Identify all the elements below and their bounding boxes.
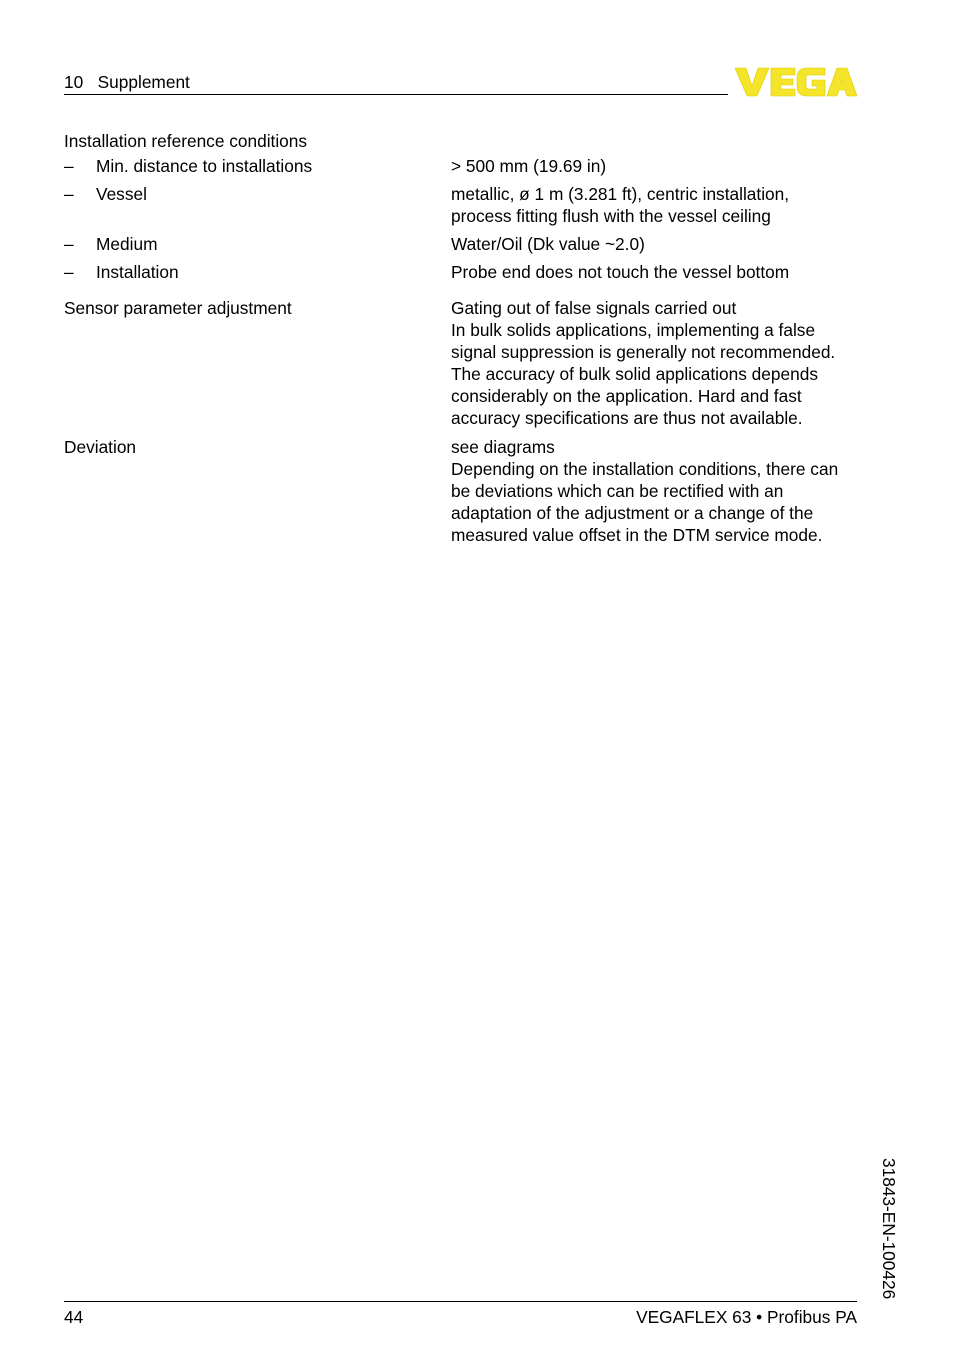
reference-conditions-title: Installation reference conditions (64, 131, 308, 151)
page-number: 44 (64, 1307, 84, 1327)
document-code: 31843-EN-100426 (879, 1158, 899, 1300)
vessel-value: metallic, ø 1 m (3.281 ft), centric installation, process fitting flush with the vessel ceiling (451, 184, 790, 226)
medium-value: Water/Oil (Dk value ~2.0) (451, 234, 645, 254)
vessel-label: Vessel (96, 184, 147, 204)
section-header: 10 Supplement (64, 72, 190, 92)
min-distance-label: Min. distance to installations (96, 156, 313, 176)
sensor-adjustment-label: Sensor parameter adjustment (64, 298, 292, 318)
medium-label: Medium (96, 234, 158, 254)
product-name: VEGAFLEX 63 • Profibus PA (636, 1307, 857, 1327)
header-rule (64, 94, 728, 95)
dash-marker: – (64, 156, 74, 176)
footer-rule (64, 1301, 857, 1302)
deviation-value: see diagrams Depending on the installation conditions, there can be deviations which can be rectified with an adaptation of the adjustment or a change of the measured value offset in the DTM service mode. (451, 437, 839, 545)
vega-logo (733, 64, 859, 100)
installation-label: Installation (96, 262, 179, 282)
dash-marker: – (64, 184, 74, 204)
dash-marker: – (64, 234, 74, 254)
deviation-label: Deviation (64, 437, 137, 457)
sensor-adjustment-value: Gating out of false signals carried out In bulk solids applications, implementing a false signal suppression is generally not recommended. The accuracy of bulk solid applications depends considerably on the application. Hard and fast accuracy specifications are thus not available. (451, 298, 836, 428)
dash-marker: – (64, 262, 74, 282)
min-distance-value: > 500 mm (19.69 in) (451, 156, 607, 176)
installation-value: Probe end does not touch the vessel bottom (451, 262, 790, 282)
